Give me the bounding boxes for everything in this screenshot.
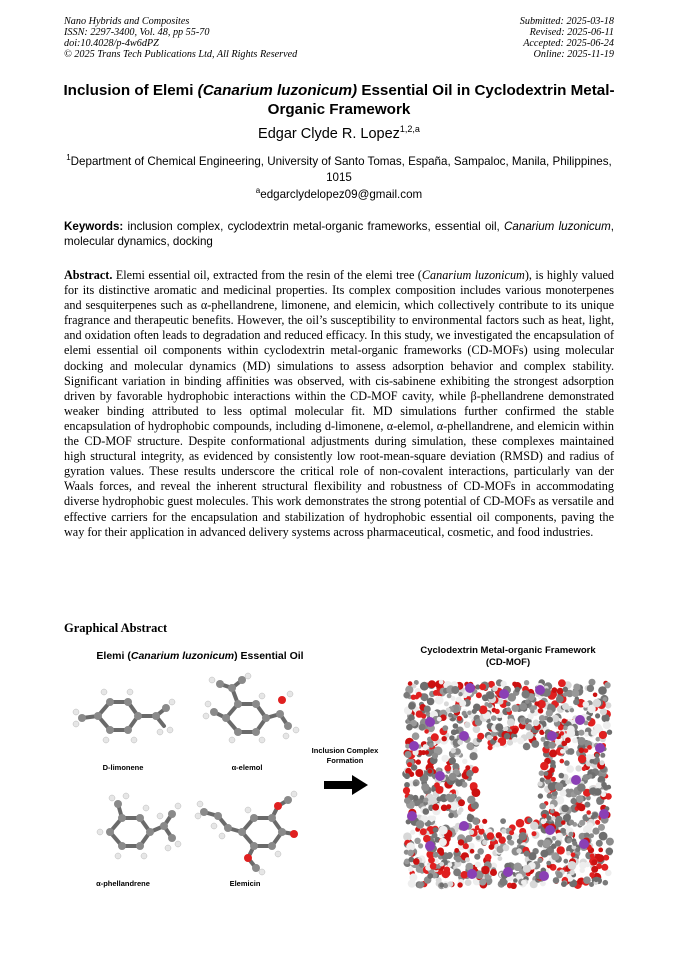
fig-left-title-2: ) Essential Oil xyxy=(234,650,304,662)
label-alpha-elemol: α-elemol xyxy=(231,763,263,772)
abstract-italic: Canarium luzonicum xyxy=(421,268,525,282)
dates-info xyxy=(520,16,614,60)
title-italic: (Canarium luzonicum) xyxy=(197,82,358,99)
label-d-limonene: D-limonene xyxy=(102,763,144,772)
affiliation xyxy=(64,150,614,186)
label-elemicin: Elemicin xyxy=(229,879,261,888)
copyright: © 2025 Trans Tech Publications Ltd, All Rights Reserved xyxy=(64,49,298,60)
keywords-label: Keywords: xyxy=(64,220,124,233)
doi-link[interactable]: doi:10.4028/p-4w6dPZ xyxy=(64,38,159,49)
fig-left-title-italic: Canarium luzonicum xyxy=(130,650,235,662)
revised-date: Revised: 2025-06-11 xyxy=(529,27,614,38)
figure-right-title: Cyclodextrin Metal-organic Framework (CD-MOF) xyxy=(420,645,596,668)
abstract-text2: ), is highly valued for its distinctive aromatic and medicinal properties. Its complex composition includes various monoterpenes and sesquiterpenes such as α-phellandrene, limonene, and elemicin, which collectively contribute to its unique fragrance and therapeutic benefits. However, the oil’s susceptibility to environmental factors such as heat, light, and oxidation often leads to degradation and reduced efficacy. In this study, we investigated the encapsulation of elemi essential oil components within cyclodextrin metal-organic frameworks (CD-MOFs) using molecular docking and molecular dynamics (MD) simulations to assess adsorption behavior and complex stability. Significant variation in binding affinities was observed, with cis-sabinene exhibiting the strongest adsorption driven by favorable hydrophobic interactions within the CD-MOF cavity, while β-phellandrene demonstrated weaker binding attributed to less optimal molecular fit. MD simulations further confirmed the stable encapsulation of hydrophobic compounds, including d-limonene, α-elemol, α-phellandrene, and elemicin within the CD-MOF structure. Despite conformational adjustments during simulation, these complexes maintained high structural integrity, as evidenced by consistently low root-mean-square deviation (RMSD) and radius of gyration values. These results underscore the critical role of non-covalent interactions, particularly van der Waals forces, and reveal the inherent structural flexibility and robustness of CD-MOFs in accommodating diverse hydrophobic guest molecules. This work demonstrates the strong potential of CD-MOFs as versatile and effective carriers for the encapsulation and stabilization of hydrophobic essential oil components, paving the way for their application in advanced delivery systems across pharmaceutical, cosmetic, and food industries. xyxy=(64,268,614,539)
affiliation-sup: 1 xyxy=(66,153,71,162)
keywords-italic: Canarium luzonicum xyxy=(504,220,611,233)
arrow-label: Inclusion Complex Formation xyxy=(311,746,379,765)
email-sup: a xyxy=(255,186,261,195)
cd-mof-structure-image xyxy=(400,676,616,892)
abstract xyxy=(64,268,614,540)
abstract-text1: Elemi essential oil, extracted from the resin of the elemi tree ( xyxy=(112,268,422,282)
email-link[interactable]: edgarclydelopez09@gmail.com xyxy=(260,187,423,201)
fig-left-title-1: Elemi ( xyxy=(96,650,131,662)
title-part2: Essential Oil in Cyclodextrin Metal-Organic Framework xyxy=(267,82,615,118)
graphical-abstract-heading: Graphical Abstract xyxy=(64,621,168,635)
alpha-elemol-molecule-image xyxy=(192,672,302,752)
keywords-text1: inclusion complex, cyclodextrin metal-organic frameworks, essential oil, xyxy=(123,220,505,233)
affiliation-text: Department of Chemical Engineering, University of Santo Tomas, España, Sampaloc, Manila, Philippines, 1015 xyxy=(70,154,612,184)
submitted-date: Submitted: 2025-03-18 xyxy=(519,16,614,27)
author xyxy=(60,124,618,142)
abstract-label: Abstract. xyxy=(64,268,113,282)
d-limonene-molecule-image xyxy=(68,678,178,750)
elemicin-molecule-image xyxy=(190,790,300,876)
alpha-phellandrene-molecule-image xyxy=(74,792,184,872)
author-sup: 1,2,a xyxy=(399,124,420,134)
keywords xyxy=(64,220,614,249)
journal-name: Nano Hybrids and Composites xyxy=(64,16,190,27)
journal-info xyxy=(64,16,297,60)
keywords-text2: , molecular dynamics, docking xyxy=(64,220,614,248)
label-alpha-phellandrene: α-phellandrene xyxy=(96,879,150,888)
paper-title xyxy=(60,81,618,119)
title-part1: Inclusion of Elemi xyxy=(63,82,198,99)
email xyxy=(64,186,614,201)
online-date: Online: 2025-11-19 xyxy=(533,49,614,60)
right-arrow-icon xyxy=(324,775,368,795)
journal-issn: ISSN: 2297-3400, Vol. 48, pp 55-70 xyxy=(64,27,210,38)
figure-left-title xyxy=(80,650,320,662)
author-name: Edgar Clyde R. Lopez xyxy=(258,125,400,142)
accepted-date: Accepted: 2025-06-24 xyxy=(523,38,614,49)
